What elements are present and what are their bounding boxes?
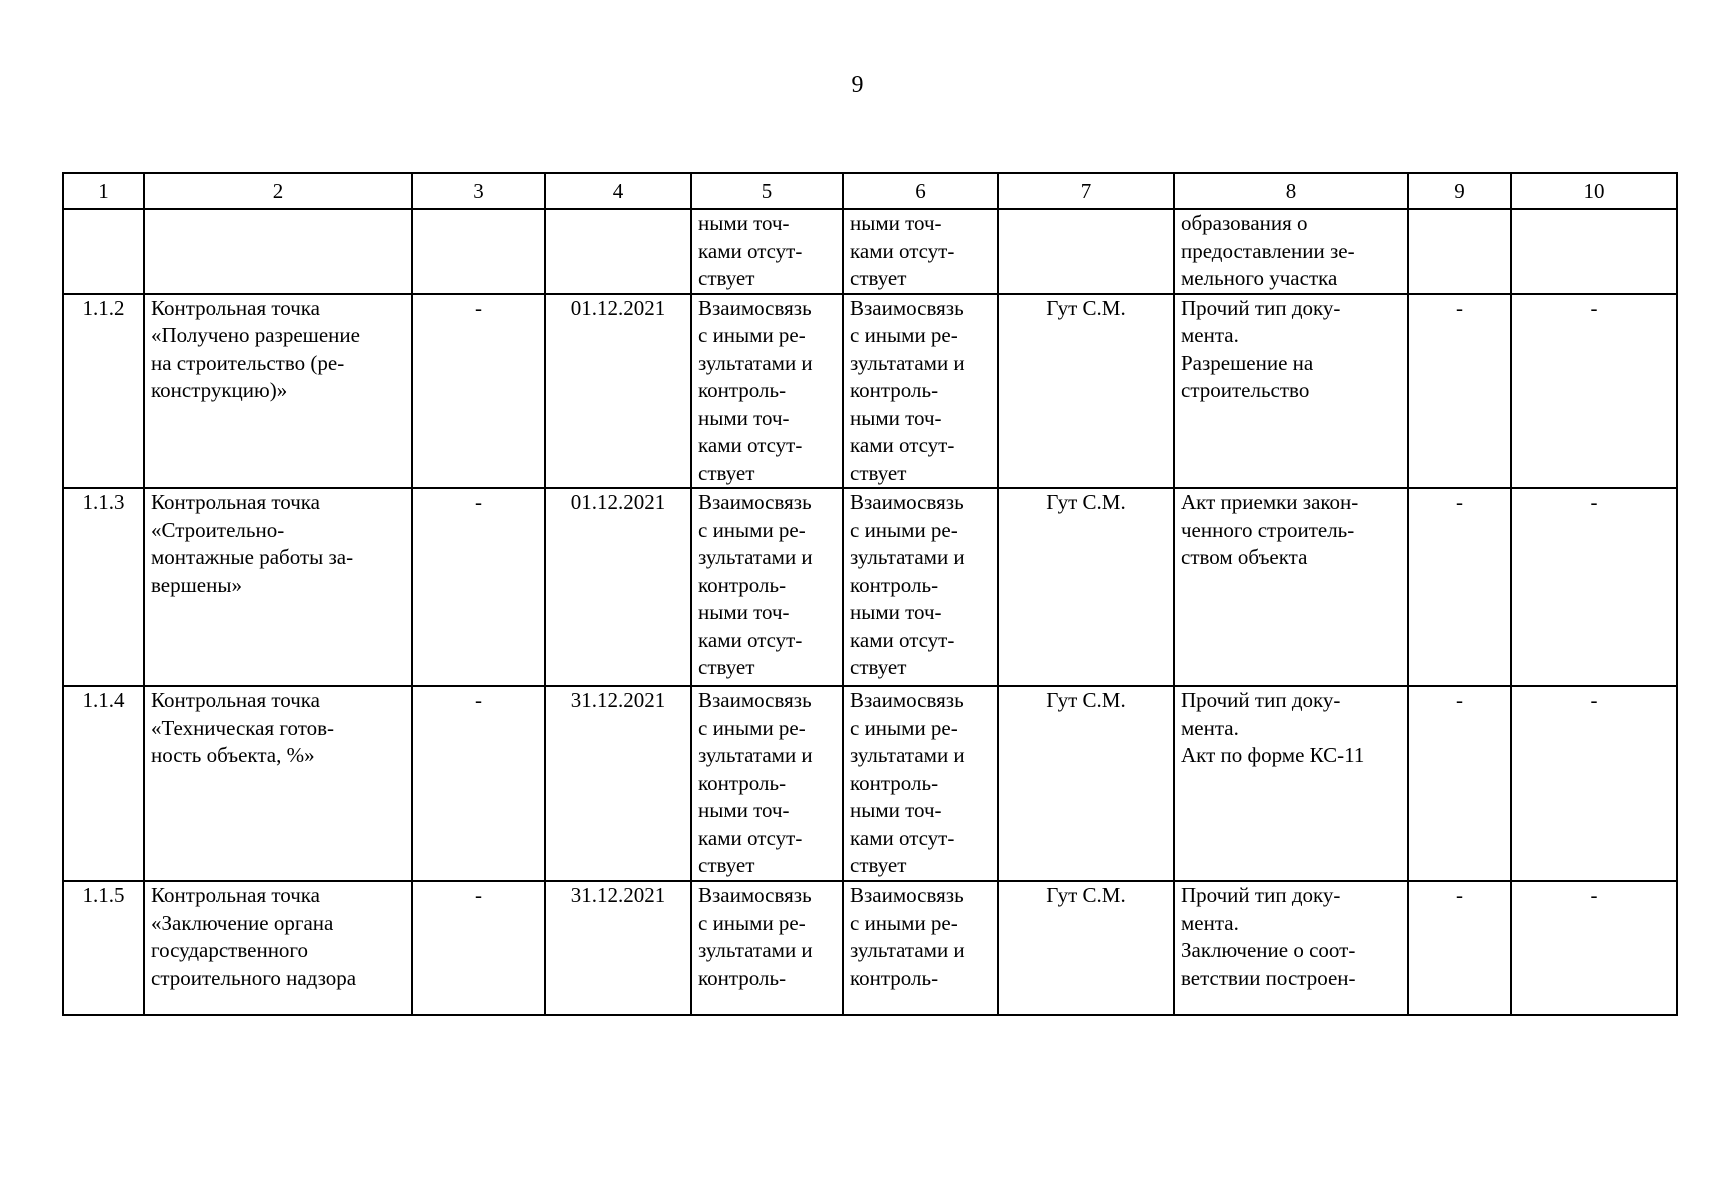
table-row xyxy=(63,686,1677,881)
cell-responsible: Гут С.М. xyxy=(998,686,1174,881)
cell-number: 1.1.3 xyxy=(63,488,144,686)
cell-relation-6: Взаимосвязь с иными ре- зультатами и контроль- xyxy=(843,881,998,1015)
cell-col9: - xyxy=(1408,881,1511,1015)
column-header-9: 9 xyxy=(1408,173,1511,209)
column-header-10: 10 xyxy=(1511,173,1677,209)
cell-title: Контрольная точка «Техническая готов- ность объекта, %» xyxy=(144,686,412,881)
table-row xyxy=(63,294,1677,489)
cell-number xyxy=(63,209,144,294)
cell-col10 xyxy=(1511,209,1677,294)
column-header-2: 2 xyxy=(144,173,412,209)
table-row-continuation xyxy=(63,209,1677,294)
cell-number: 1.1.2 xyxy=(63,294,144,489)
cell-date xyxy=(545,209,691,294)
cell-relation-6: ными точ- ками отсут- ствует xyxy=(843,209,998,294)
column-header-7: 7 xyxy=(998,173,1174,209)
cell-relation-6: Взаимосвязь с иными ре- зультатами и контроль- ными точ- ками отсут- ствует xyxy=(843,686,998,881)
cell-col9: - xyxy=(1408,488,1511,686)
control-points-table xyxy=(62,172,1678,1016)
cell-document: Прочий тип доку- мента. Заключение о соот- ветствии построен- xyxy=(1174,881,1408,1015)
cell-responsible: Гут С.М. xyxy=(998,881,1174,1015)
cell-date: 31.12.2021 xyxy=(545,686,691,881)
cell-relation-5: ными точ- ками отсут- ствует xyxy=(691,209,843,294)
cell-responsible: Гут С.М. xyxy=(998,294,1174,489)
cell-date: 01.12.2021 xyxy=(545,488,691,686)
cell-col10: - xyxy=(1511,488,1677,686)
cell-col3: - xyxy=(412,686,545,881)
cell-date: 01.12.2021 xyxy=(545,294,691,489)
cell-responsible: Гут С.М. xyxy=(998,488,1174,686)
cell-relation-5: Взаимосвязь с иными ре- зультатами и контроль- ными точ- ками отсут- ствует xyxy=(691,686,843,881)
header-row xyxy=(63,173,1677,209)
column-header-4: 4 xyxy=(545,173,691,209)
cell-relation-6: Взаимосвязь с иными ре- зультатами и контроль- ными точ- ками отсут- ствует xyxy=(843,488,998,686)
column-header-3: 3 xyxy=(412,173,545,209)
cell-col9: - xyxy=(1408,686,1511,881)
cell-col3: - xyxy=(412,294,545,489)
cell-document: Акт приемки закон- ченного строитель- ством объекта xyxy=(1174,488,1408,686)
table-row xyxy=(63,881,1677,1015)
column-header-1: 1 xyxy=(63,173,144,209)
cell-title: Контрольная точка «Строительно- монтажные работы за- вершены» xyxy=(144,488,412,686)
cell-relation-5: Взаимосвязь с иными ре- зультатами и контроль- ными точ- ками отсут- ствует xyxy=(691,488,843,686)
cell-responsible xyxy=(998,209,1174,294)
cell-col3: - xyxy=(412,881,545,1015)
cell-number: 1.1.5 xyxy=(63,881,144,1015)
column-header-5: 5 xyxy=(691,173,843,209)
cell-number: 1.1.4 xyxy=(63,686,144,881)
page-number: 9 xyxy=(851,72,864,98)
cell-title xyxy=(144,209,412,294)
cell-title: Контрольная точка «Заключение органа государственного строительного надзора xyxy=(144,881,412,1015)
column-header-8: 8 xyxy=(1174,173,1408,209)
cell-col10: - xyxy=(1511,881,1677,1015)
cell-col10: - xyxy=(1511,686,1677,881)
cell-relation-5: Взаимосвязь с иными ре- зультатами и контроль- xyxy=(691,881,843,1015)
cell-relation-6: Взаимосвязь с иными ре- зультатами и контроль- ными точ- ками отсут- ствует xyxy=(843,294,998,489)
cell-relation-5: Взаимосвязь с иными ре- зультатами и контроль- ными точ- ками отсут- ствует xyxy=(691,294,843,489)
cell-col10: - xyxy=(1511,294,1677,489)
table-row xyxy=(63,488,1677,686)
cell-document: Прочий тип доку- мента. Разрешение на строительство xyxy=(1174,294,1408,489)
cell-document: образования о предоставлении зе- мельного участка xyxy=(1174,209,1408,294)
cell-document: Прочий тип доку- мента. Акт по форме КС-11 xyxy=(1174,686,1408,881)
cell-date: 31.12.2021 xyxy=(545,881,691,1015)
column-header-6: 6 xyxy=(843,173,998,209)
cell-col3 xyxy=(412,209,545,294)
cell-col9 xyxy=(1408,209,1511,294)
cell-title: Контрольная точка «Получено разрешение на строительство (ре- конструкцию)» xyxy=(144,294,412,489)
cell-col9: - xyxy=(1408,294,1511,489)
cell-col3: - xyxy=(412,488,545,686)
